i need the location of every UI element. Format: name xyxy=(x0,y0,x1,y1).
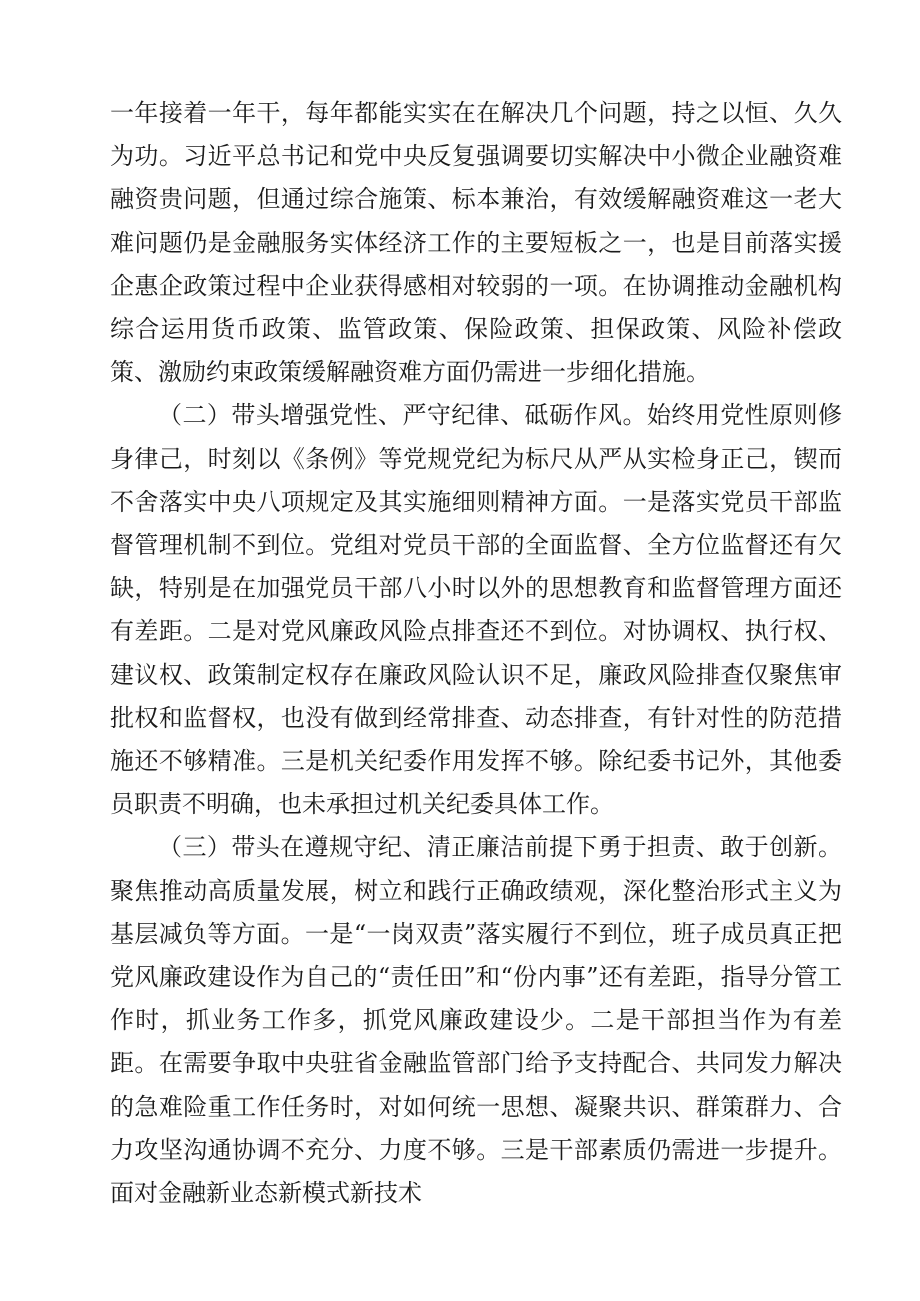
document-body xyxy=(110,92,842,1215)
paragraph-continuation: 一年接着一年干，每年都能实实在在解决几个问题，持之以恒、久久为功。习近平总书记和党中央反复强调要切实解决中小微企业融资难融资贵问题，但通过综合施策、标本兼治，有效缓解融资难这一老大难问题仍是金融服务实体经济工作的主要短板之一，也是目前落实援企惠企政策过程中企业获得感相对较弱的一项。在协调推动金融机构综合运用货币政策、监管政策、保险政策、担保政策、风险补偿政策、激励约束政策缓解融资难方面仍需进一步细化措施。 xyxy=(110,99,842,387)
paragraph-section-three: （三）带头在遵规守纪、清正廉洁前提下勇于担责、敢于创新。聚焦推动高质量发展，树立和践行正确政绩观，深化整治形式主义为基层减负等方面。一是“一岗双责”落实履行不到位，班子成员真正把党风廉政建设作为自己的“责任田”和“份内事”还有差距，指导分管工作时，抓业务工作多，抓党风廉政建设少。二是干部担当作为有差距。在需要争取中央驻省金融监管部门给予支持配合、共同发力解决的急难险重工作任务时，对如何统一思想、凝聚共识、群策群力、合力攻坚沟通协调不充分、力度不够。三是干部素质仍需进一步提升。面对金融新业态新模式新技术 xyxy=(110,833,842,1208)
paragraph-section-two: （二）带头增强党性、严守纪律、砥砺作风。始终用党性原则修身律己，时刻以《条例》等党规党纪为标尺从严从实检身正己，锲而不舍落实中央八项规定及其实施细则精神方面。一是落实党员干部监督管理机制不到位。党组对党员干部的全面监督、全方位监督还有欠缺，特别是在加强党员干部八小时以外的思想教育和监督管理方面还有差距。二是对党风廉政风险点排查还不到位。对协调权、执行权、建议权、政策制定权存在廉政风险认识不足，廉政风险排查仅聚焦审批权和监督权，也没有做到经常排查、动态排查，有针对性的防范措施还不够精准。三是机关纪委作用发挥不够。除纪委书记外，其他委员职责不明确，也未承担过机关纪委具体工作。 xyxy=(110,401,842,819)
